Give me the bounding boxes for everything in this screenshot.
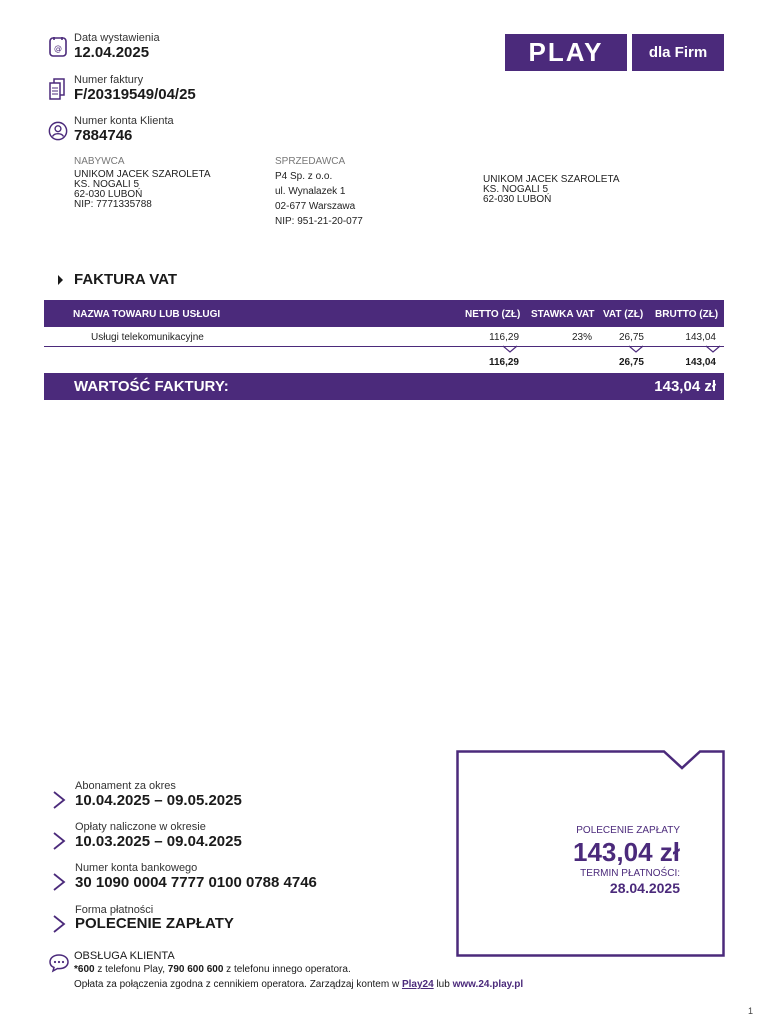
bank-account: 30 1090 0004 7777 0100 0788 4746 <box>75 874 317 891</box>
buyer-line: 62-030 LUBOŃ <box>74 189 143 200</box>
user-icon <box>48 120 68 142</box>
invoice-value: 143,04 zł <box>654 378 716 395</box>
support-text-2: z telefonu innego operatora. <box>223 964 351 975</box>
buyer-block <box>74 157 211 210</box>
buyer-line: UNIKOM JACEK SZAROLETA <box>74 169 211 180</box>
recipient-line: KS. NOGALI 5 <box>483 184 549 195</box>
col-name: NAZWA TOWARU LUB USŁUGI <box>73 309 221 320</box>
recipient-line: UNIKOM JACEK SZAROLETA <box>483 174 620 185</box>
total-netto: 116,29 <box>488 357 519 368</box>
play-logo: PLAY <box>505 34 627 71</box>
calendar-icon <box>48 36 68 58</box>
subscription-label: Abonament za okres <box>75 780 176 792</box>
subscription-period: 10.04.2025 – 09.05.2025 <box>75 792 242 809</box>
col-rate: STAWKA VAT <box>531 309 595 320</box>
row-name: Usługi telekomunikacyjne <box>91 332 204 343</box>
chevron-down-icon <box>705 345 721 353</box>
payment-form: POLECENIE ZAPŁATY <box>75 915 234 932</box>
row-netto: 116,29 <box>489 332 519 343</box>
issue-date: 12.04.2025 <box>74 44 150 61</box>
row-rate: 23% <box>571 332 592 343</box>
invoice-value-bar <box>44 373 724 400</box>
seller-line: P4 Sp. z o.o. <box>275 171 333 182</box>
seller-block <box>275 154 363 229</box>
total-brutto: 143,04 <box>685 357 716 368</box>
buyer-title: NABYWCA <box>74 156 125 167</box>
support-line-1 <box>74 964 351 975</box>
due-date: 28.04.2025 <box>609 880 680 896</box>
payment-method-label: POLECENIE ZAPŁATY <box>576 825 680 836</box>
website-link[interactable]: www.24.play.pl <box>452 979 524 990</box>
chevron-right-icon <box>52 872 66 892</box>
invoice-number-label: Numer faktury <box>74 74 144 86</box>
issue-date-label: Data wystawienia <box>74 32 160 44</box>
chevron-right-icon <box>52 790 66 810</box>
client-account: 7884746 <box>74 127 133 144</box>
support-line-2-text: Opłata za połączenia zgodna z cennikiem operatora. Zarządzaj kontem w <box>74 979 402 990</box>
row-vat: 26,75 <box>618 332 644 343</box>
support-line-2 <box>74 979 523 990</box>
bank-account-label: Numer konta bankowego <box>75 862 198 874</box>
invoice-title: FAKTURA VAT <box>74 271 178 288</box>
col-netto: NETTO (ZŁ) <box>465 309 521 320</box>
recipient-line: 62-030 LUBOŃ <box>483 194 552 205</box>
support-line-2-mid: lub <box>433 979 453 990</box>
support-title: OBSŁUGA KLIENTA <box>74 950 175 962</box>
chat-icon <box>48 953 70 973</box>
recipient-block <box>483 175 620 205</box>
invoice-number: F/20319549/04/25 <box>74 86 196 103</box>
dla-firm-logo: dla Firm <box>632 34 724 71</box>
chevron-down-icon <box>628 345 644 353</box>
chevron-right-icon <box>52 914 66 934</box>
invoice-value-label: WARTOŚĆ FAKTURY: <box>74 378 229 395</box>
table-header <box>44 300 724 327</box>
seller-title: SPRZEDAWCA <box>275 156 346 167</box>
chevron-right-icon <box>52 831 66 851</box>
document-icon <box>48 78 68 100</box>
seller-line: NIP: 951-21-20-077 <box>275 216 363 227</box>
client-account-label: Numer konta Klienta <box>74 115 174 127</box>
col-vat: VAT (ZŁ) <box>603 309 644 320</box>
svg-text:@: @ <box>54 44 62 53</box>
payment-amount: 143,04 zł <box>573 837 680 867</box>
play24-link[interactable]: Play24 <box>401 979 434 990</box>
seller-line: 02-677 Warszawa <box>275 201 356 212</box>
buyer-line: KS. NOGALI 5 <box>74 179 140 190</box>
seller-line: ul. Wynalazek 1 <box>275 186 346 197</box>
charges-period: 10.03.2025 – 09.04.2025 <box>75 833 242 850</box>
chevron-down-icon <box>502 345 518 353</box>
payment-form-label: Forma płatności <box>75 904 154 916</box>
support-short-number: *600 <box>74 964 95 975</box>
row-divider <box>44 346 724 347</box>
triangle-right-icon <box>58 275 63 285</box>
support-long-number: 790 600 600 <box>167 964 224 975</box>
page-number: 1 <box>748 1006 754 1016</box>
col-brutto: BRUTTO (ZŁ) <box>655 309 719 320</box>
total-vat: 26,75 <box>618 357 644 368</box>
buyer-line: NIP: 7771335788 <box>74 199 152 210</box>
due-date-label: TERMIN PŁATNOŚCI: <box>580 868 680 879</box>
row-brutto: 143,04 <box>685 332 716 343</box>
charges-label: Opłaty naliczone w okresie <box>75 821 206 833</box>
support-text-1: z telefonu Play, <box>94 964 168 975</box>
